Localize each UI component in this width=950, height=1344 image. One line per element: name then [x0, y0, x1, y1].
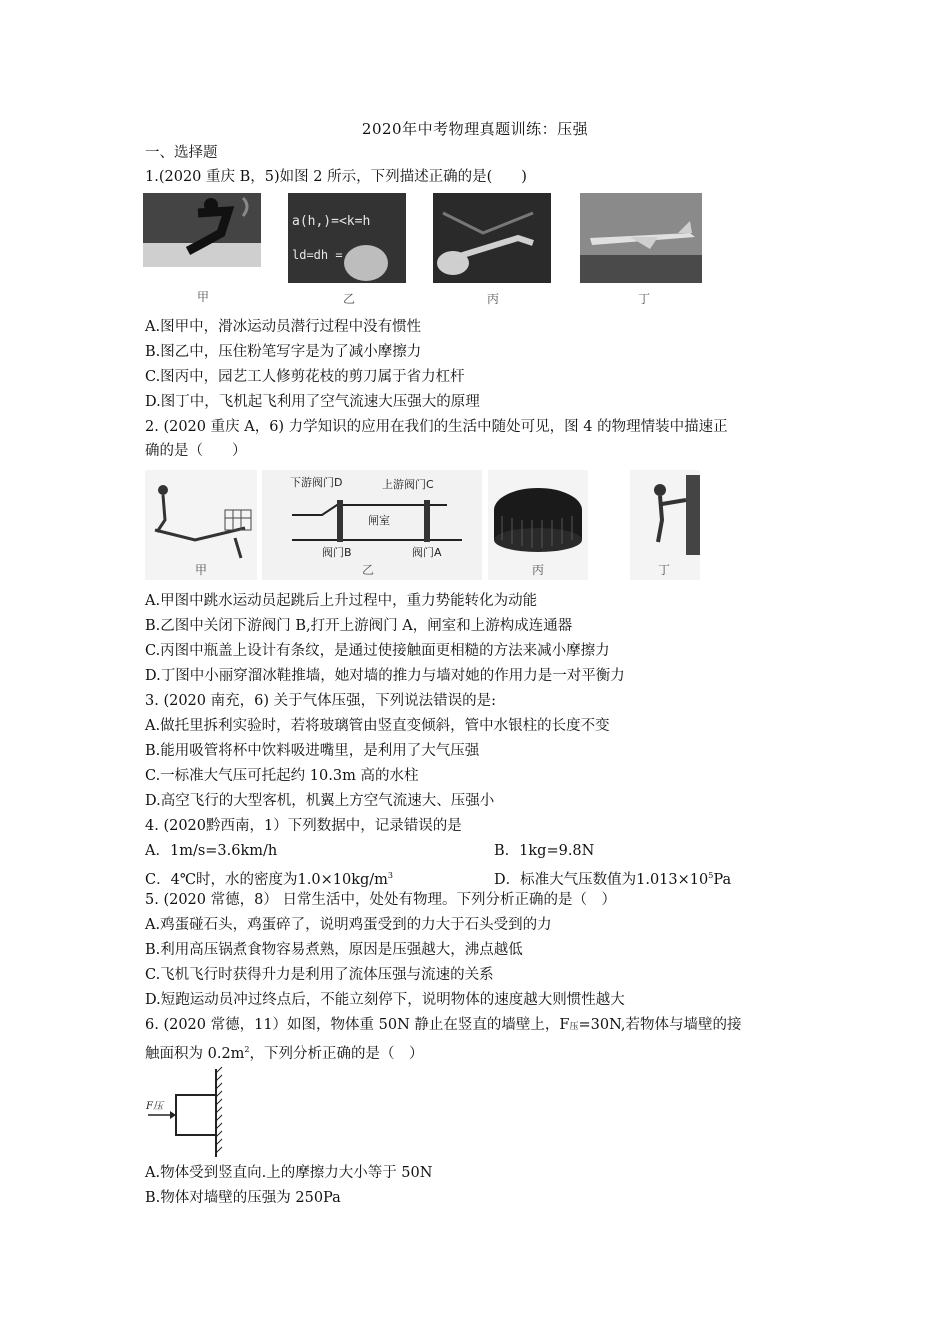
q4-option-d: D．标准大气压数值为$1.013\times 10^5Pa$: [494, 871, 732, 888]
question-5-stem: 5. (2020 常德，8） 日常生活中，处处有物理。下列分析正确的是（ ）: [145, 892, 616, 908]
q1-option-a: A.图甲中，滑冰运动员潜行过程中没有惯性: [145, 319, 422, 335]
bottle-cap-photo: [488, 470, 588, 580]
ship-lock-diagram: [262, 470, 482, 580]
pruning-shears-photo: [433, 193, 551, 283]
section-heading: 一、选择题: [145, 145, 218, 161]
q1-option-d: D.图丁中，飞机起飞利用了空气流速大压强大的原理: [145, 394, 480, 410]
q4-option-a: A．1m/s=3.6km/h: [145, 843, 278, 859]
q2-label-jia: 甲: [195, 563, 208, 577]
q5-option-a: A.鸡蛋碰石头，鸡蛋碎了，说明鸡蛋受到的力大于石头受到的力: [145, 917, 552, 933]
q1-option-c: C.图丙中，园艺工人修剪花枝的剪刀属于省力杠杆: [145, 369, 465, 385]
figure-skater-photo: [143, 193, 261, 267]
q5-option-d: D.短跑运动员冲过终点后，不能立刻停下，说明物体的速度越大则惯性越大: [145, 992, 625, 1008]
chalk-writing-photo: [288, 193, 406, 283]
label-downstream-gate-d: 下游阀门D: [290, 476, 343, 489]
q2-option-a: A.甲图中跳水运动员起跳后上升过程中，重力势能转化为动能: [145, 593, 538, 609]
q2-label-bing: 丙: [532, 563, 545, 577]
label-valve-a: 阀门A: [412, 546, 442, 559]
question-1-stem: 1.(2020 重庆 B，5)如图 2 所示，下列描述正确的是( ): [145, 169, 527, 185]
q6-option-a: A.物体受到竖直向.上的摩擦力大小等于 50N: [145, 1165, 433, 1181]
skater-pushing-wall-figure: [630, 470, 700, 580]
q6-option-b: B.物体对墙壁的压强为 250Pa: [145, 1190, 341, 1206]
label-upstream-gate-c: 上游阀门C: [382, 478, 434, 491]
q5-option-b: B.利用高压锅煮食物容易煮熟，原因是压强越大，沸点越低: [145, 942, 523, 958]
q2-label-ding: 丁: [658, 563, 671, 577]
figure-label-yi: 乙: [343, 292, 356, 306]
q2-option-d: D.丁图中小丽穿溜冰鞋推墙，她对墙的推力与墙对她的作用力是一对平衡力: [145, 668, 625, 684]
q5-option-c: C.飞机飞行时获得升力是利用了流体压强与流速的关系: [145, 967, 494, 983]
page-title: 2020年中考物理真题训练：压强: [361, 120, 589, 138]
figure-label-ding: 丁: [638, 292, 651, 306]
q2-option-b: B.乙图中关闭下游阀门 B,打开上游阀门 A，闸室和上游构成连通器: [145, 618, 573, 634]
force-label: F压: [146, 1101, 163, 1112]
airplane-takeoff-photo: [580, 193, 702, 283]
q3-option-d: D.高空飞行的大型客机，机翼上方空气流速大、压强小: [145, 793, 495, 809]
q1-option-b: B.图乙中，压住粉笔写字是为了减小摩擦力: [145, 344, 422, 360]
q4-option-c: C．4℃时，水的密度为$1.0\times 10kg/m^3$: [145, 871, 393, 888]
q3-option-b: B.能用吸管将杯中饮料吸进嘴里，是利用了大气压强: [145, 743, 480, 759]
q2-label-yi: 乙: [362, 563, 375, 577]
label-valve-b: 阀门B: [322, 546, 352, 559]
figure-label-jia: 甲: [197, 290, 210, 304]
q3-option-c: C.一标准大气压可托起约 10.3m 高的水柱: [145, 768, 419, 784]
question-2-stem-line1: 2. (2020 重庆 A，6) 力学知识的应用在我们的生活中随处可见，图 4 的物理情装中描速正: [145, 419, 728, 435]
label-lock-chamber: 闸室: [368, 514, 390, 527]
chalk-text-1: a(h,)=<k=h: [292, 214, 371, 229]
question-4-stem: 4. (2020黔西南，1）下列数据中，记录错误的是: [145, 818, 462, 834]
question-6-stem-line2: 触面积为 $0.2m^2$，下列分析正确的是（ ）: [145, 1045, 424, 1062]
figure-label-bing: 丙: [487, 292, 500, 306]
question-3-stem: 3. (2020 南充，6) 关于气体压强，下列说法错误的是:: [145, 693, 496, 709]
q2-option-c: C.丙图中瓶盖上设计有条纹，是通过使接触面更相糙的方法来减小摩擦力: [145, 643, 610, 659]
diver-figure: [145, 470, 257, 580]
block-on-wall-diagram: [140, 1065, 240, 1161]
q3-option-a: A.做托里拆利实验时，若将玻璃管由竖直变倾斜，管中水银柱的长度不变: [145, 718, 610, 734]
question-6-stem-line1: 6. (2020 常德，11）如图，物体重 50N 静止在竖直的墙壁上，F压=30N,若物体与墙壁的接: [145, 1017, 742, 1033]
q4-option-b: B．1kg=9.8N: [494, 843, 595, 859]
chalk-text-2: ld=dh =: [292, 248, 343, 262]
question-2-stem-line2: 确的是（ ）: [145, 443, 247, 459]
